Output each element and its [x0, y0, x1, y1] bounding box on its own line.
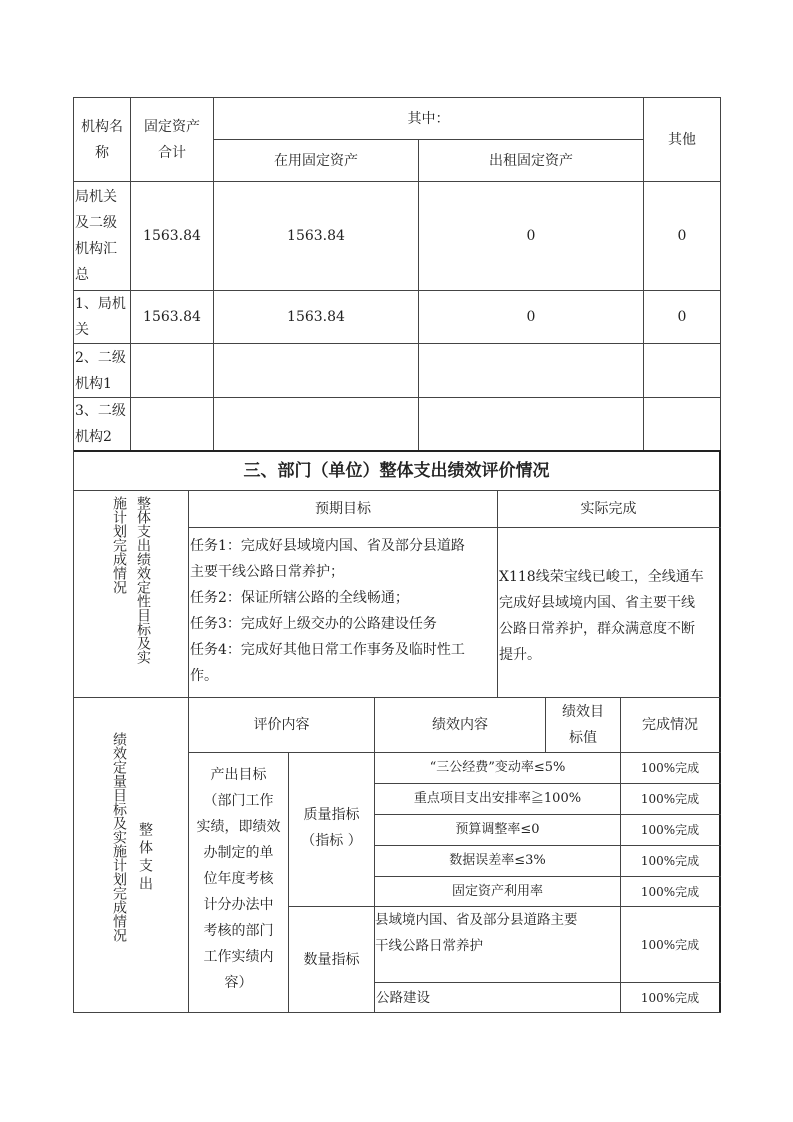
output-target-line: 实绩，即绩效 — [196, 819, 281, 835]
quality-content-cell: 固定资产利用率 — [451, 883, 543, 899]
output-target-line: 产出目标 — [210, 767, 267, 783]
output-target-line: （部门工作 — [203, 793, 274, 809]
leased-cell: 0 — [526, 309, 536, 325]
quantity-content-line: 干线公路日常养护 — [375, 938, 483, 954]
quality-indicator-line: （指标 ） — [301, 833, 362, 849]
actual-completion-header: 实际完成 — [580, 501, 637, 517]
qualitative-label-col2: 施计划完成情况 — [111, 496, 127, 594]
output-target-cell — [189, 762, 288, 996]
qualitative-label — [74, 492, 188, 696]
quality-indicator-line: 质量指标 — [303, 807, 360, 823]
quantity-content-cell — [375, 907, 620, 959]
header-in-use: 在用固定资产 — [274, 152, 358, 169]
quality-completion-cell: 100%完成 — [640, 761, 700, 775]
quality-content-cell: 重点项目支出安排率≧100% — [413, 791, 582, 806]
expected-line: 任务1：完成好县域境内国、省及部分县道路 — [190, 538, 465, 554]
org-name-cell: 局机关及二级机构汇总 — [75, 189, 117, 283]
quantity-completion-cell: 100%完成 — [640, 937, 700, 952]
quality-completion-cell: 100%完成 — [640, 854, 700, 868]
quantitative-label-col1: 绩效定量目标及实施计划完成情况 — [111, 732, 127, 942]
expected-target-text — [190, 533, 500, 689]
fixed-total-cell: 1563.84 — [143, 309, 201, 325]
quantity-content-line: 县域境内国、省及部分县道路主要 — [375, 912, 578, 928]
other-cell: 0 — [677, 309, 687, 325]
actual-line: 提升。 — [499, 647, 541, 663]
eval-content-header: 评价内容 — [253, 717, 310, 733]
expected-target-header: 预期目标 — [315, 501, 371, 517]
output-target-line: 办制定的单 — [203, 845, 274, 861]
quantity-completion-cell: 100%完成 — [640, 990, 700, 1005]
section-title: 三、部门（单位）整体支出绩效评价情况 — [243, 461, 550, 481]
org-name-cell: 3、二级机构2 — [75, 403, 126, 445]
table-border — [73, 1012, 721, 1013]
expected-line: 任务4：完成好其他日常工作事务及临时性工 — [190, 642, 465, 658]
header-org-name: 机构名称 — [81, 118, 123, 161]
actual-line: 公路日常养护，群众满意度不断 — [499, 621, 695, 637]
quality-content-cell: 数据误差率≤3% — [449, 853, 546, 868]
table-border — [720, 97, 721, 451]
other-cell: 0 — [677, 228, 687, 244]
target-value-header: 绩效目标值 — [562, 704, 604, 746]
actual-line: 完成好县域境内国、省主要干线 — [499, 595, 695, 611]
output-target-line: 容） — [224, 975, 253, 991]
quantitative-label — [74, 698, 188, 1012]
output-target-line: 工作实绩内 — [203, 949, 274, 965]
qualitative-label-col1: 整体支出绩效定性目标及实 — [135, 496, 151, 664]
completion-header: 完成情况 — [642, 717, 698, 733]
table-border — [719, 450, 721, 1013]
in-use-cell: 1563.84 — [287, 309, 345, 325]
quality-completion-cell: 100%完成 — [640, 823, 700, 837]
output-target-line: 计分办法中 — [203, 897, 274, 913]
quality-indicator-cell — [289, 802, 374, 854]
leased-cell: 0 — [526, 228, 536, 244]
expected-line: 任务2：保证所辖公路的全线畅通； — [190, 590, 409, 606]
expected-line: 作。 — [190, 668, 218, 684]
header-other: 其他 — [668, 131, 696, 148]
table-border — [73, 397, 721, 398]
in-use-cell: 1563.84 — [287, 228, 345, 244]
org-name-cell: 1、局机关 — [75, 296, 126, 338]
output-target-line: 位年度考核 — [203, 871, 274, 887]
quality-completion-cell: 100%完成 — [640, 792, 700, 806]
actual-line: X118线荣宝线已峻工，全线通车 — [499, 569, 704, 585]
actual-completion-text — [499, 564, 721, 668]
output-target-line: 考核的部门 — [203, 923, 274, 939]
table-border — [188, 527, 721, 528]
header-fixed-total: 固定资产合计 — [144, 118, 200, 161]
header-leased: 出租固定资产 — [489, 152, 573, 169]
fixed-total-cell: 1563.84 — [143, 228, 201, 244]
quantity-content-cell: 公路建设 — [376, 989, 430, 1006]
expected-line: 任务3：完成好上级交办的公路建设任务 — [190, 616, 437, 632]
quality-completion-cell: 100%完成 — [640, 884, 700, 899]
header-of-which: 其中： — [407, 110, 450, 127]
table-border — [73, 343, 721, 344]
quality-content-cell: “三公经费”变动率≤5% — [429, 760, 566, 775]
perf-content-header: 绩效内容 — [432, 717, 488, 733]
org-name-cell: 2、二级机构1 — [75, 349, 126, 392]
expected-line: 主要干线公路日常养护； — [190, 564, 344, 580]
quantitative-label-col2: 整体支出 — [137, 822, 153, 894]
quantity-indicator-cell: 数量指标 — [303, 951, 360, 968]
quality-content-cell: 预算调整率≤0 — [455, 822, 540, 837]
